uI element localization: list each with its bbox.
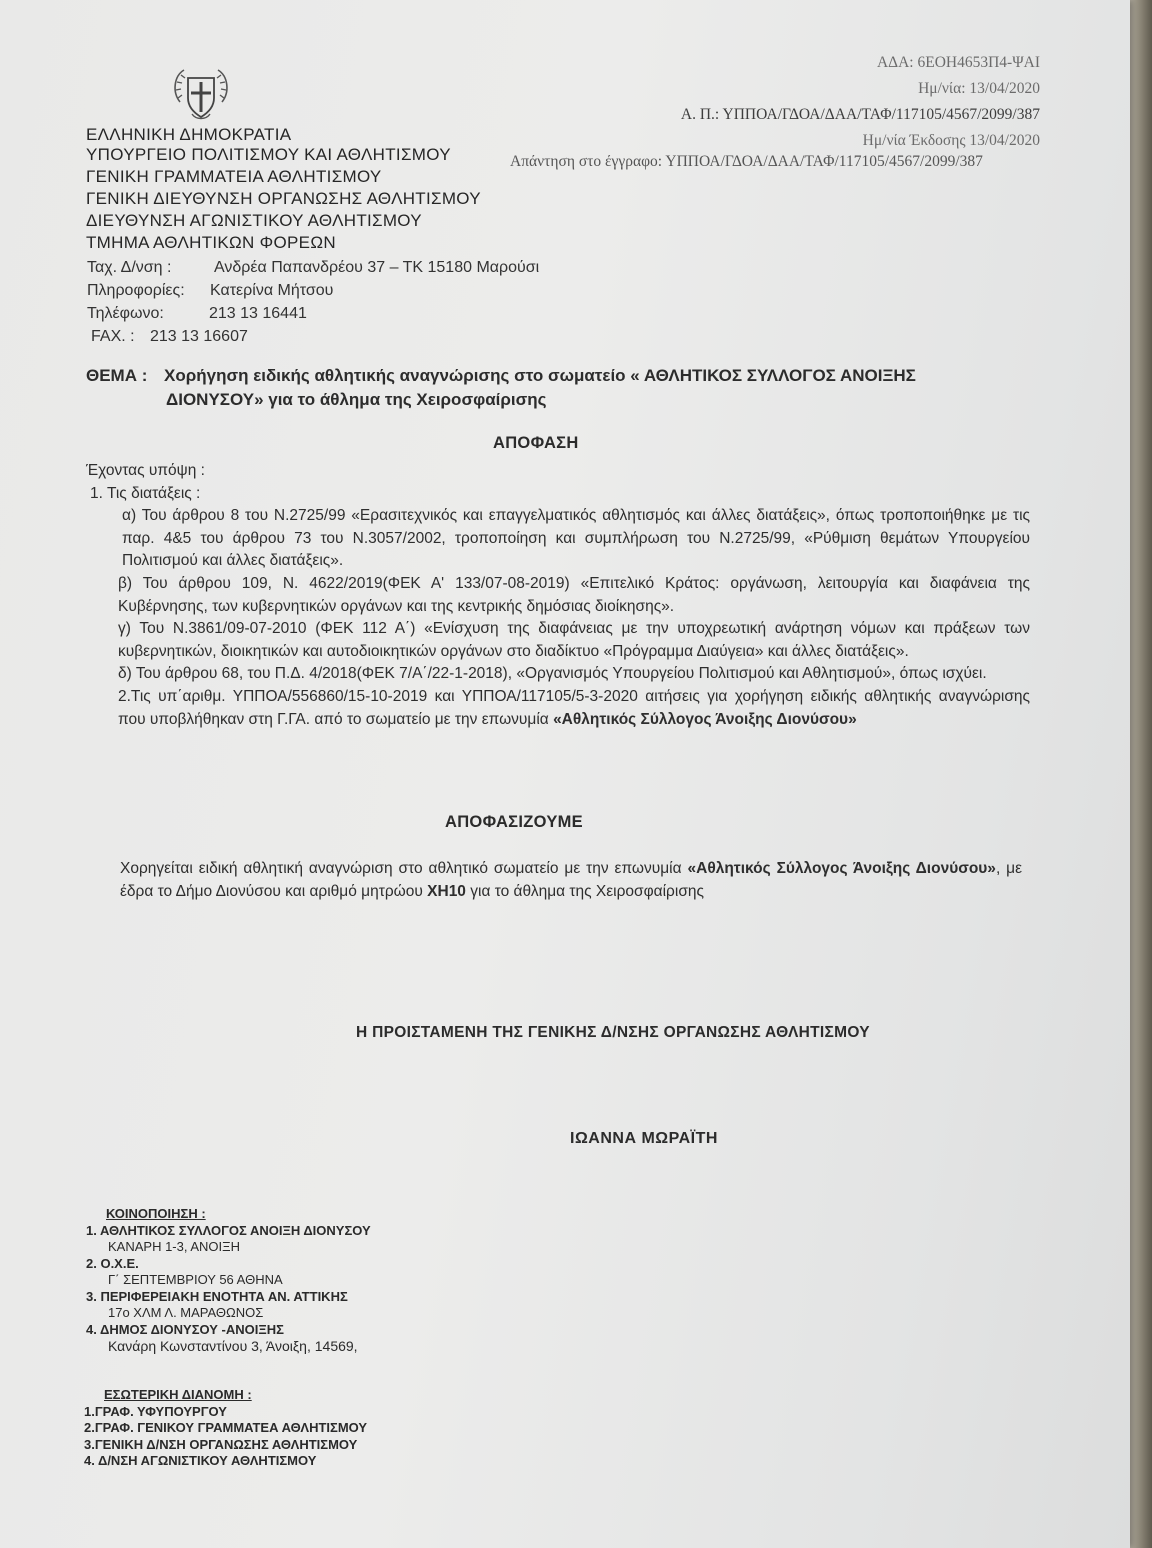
header-line: ΓΕΝΙΚΗ ΓΡΑΜΜΑΤΕΙΑ ΑΘΛΗΤΙΣΜΟΥ — [86, 167, 382, 186]
greek-coat-of-arms-icon — [168, 62, 234, 128]
club-name: «Αθλητικός Σύλλογος Άνοιξης Διονύσου» — [687, 860, 996, 877]
notification-address: ΚΑΝΑΡΗ 1-3, ΑΝΟΙΞΗ — [108, 1239, 240, 1254]
phone-label: Τηλέφωνο: — [87, 305, 164, 322]
recital-item-2 — [86, 686, 1030, 731]
notification-item: 3. ΠΕΡΙΦΕΡΕΙΑΚΗ ΕΝΟΤΗΤΑ ΑΝ. ΑΤΤΙΚΗΣ — [86, 1288, 348, 1304]
recitals-intro: Έχοντας υπόψη : — [86, 462, 205, 479]
decision-text-part: , με έδρα το Δήμο Διονύσου και αριθμό μητρώου — [120, 860, 1022, 900]
ada-number: ΑΔΑ: 6ΕΟΗ4653Π4-ΨΑΙ — [876, 54, 1040, 71]
info-label: Πληροφορίες: — [87, 282, 185, 299]
decision-text-part: Χορηγείται ειδική αθλητική αναγνώριση στο αθλητικό σωματείο με την επωνυμία — [120, 860, 688, 877]
recital-subitem: δ) Του άρθρου 68, του Π.Δ. 4/2018(ΦΕΚ 7/Α΄/22-1-2018), «Οργανισμός Υπουργείου Πολιτισμού και Αθλητισμού», όπως ισχύει. — [118, 665, 987, 683]
contact-info — [87, 256, 539, 348]
address-label: Ταχ. Δ/νση : — [87, 259, 172, 276]
subject-line: Χορήγηση ειδικής αθλητικής αναγνώρισης στο σωματείο « ΑΘΛΗΤΙΚΟΣ ΣΥΛΛΟΓΟΣ ΑΝΟΙΞΗΣ — [164, 366, 916, 385]
internal-item: 3.ΓΕΝΙΚΗ Δ/ΝΣΗ ΟΡΓΑΝΩΣΗΣ ΑΘΛΗΤΙΣΜΟΥ — [84, 1436, 358, 1452]
club-name: «Αθλητικός Σύλλογος Άνοιξης Διονύσου» — [553, 710, 857, 728]
info-value: Κατερίνα Μήτσου — [210, 282, 334, 299]
header-line: ΥΠΟΥΡΓΕΙΟ ΠΟΛΙΤΙΣΜΟΥ ΚΑΙ ΑΘΛΗΤΙΣΜΟΥ — [86, 145, 451, 164]
header-line: ΓΕΝΙΚΗ ΔΙΕΥΘΥΝΣΗ ΟΡΓΑΝΩΣΗΣ ΑΘΛΗΤΙΣΜΟΥ — [86, 189, 481, 208]
header-line: ΤΜΗΜΑ ΑΘΛΗΤΙΚΩΝ ΦΟΡΕΩΝ — [86, 233, 336, 252]
internal-distribution — [84, 1387, 367, 1470]
reply-reference: Απάντηση στο έγγραφο: ΥΠΠΟΑ/ΓΔΟΑ/ΔΑΑ/ΤΑΦ/117105/4567/2099/387 — [510, 153, 983, 170]
protocol-number: Α. Π.: ΥΠΠΟΑ/ΓΔΟΑ/ΔΑΑ/ΤΑΦ/117105/4567/2099/387 — [680, 106, 1040, 123]
internal-title: ΕΣΩΤΕΡΙΚΗ ΔΙΑΝΟΜΗ : — [104, 1387, 252, 1402]
notification-title: ΚΟΙΝΟΠΟΙΗΣΗ : — [106, 1206, 206, 1221]
address-value: Ανδρέα Παπανδρέου 37 – ΤΚ 15180 Μαρούσι — [214, 259, 540, 276]
recital-subitem: γ) Του Ν.3861/09-07-2010 (ΦΕΚ 112 Α΄) «Ενίσχυση της διαφάνειας με την υποχρεωτική ανάρτηση νόμων και πράξεων των κυβερνητικών, διοικητικών και αυτοδιοικητικών οργάνων στο διαδίκτυο «Πρόγραμμα Διαύγεια» και άλλες διατάξεις». — [118, 620, 1030, 660]
issue-date: Ημ/νία Έκδοσης 13/04/2020 — [862, 132, 1040, 149]
registry-number: ΧΗ10 — [427, 882, 466, 900]
decision-text-part: για το άθλημα της Χειροσφαίρισης — [465, 882, 704, 900]
subject-line: ΔΙΟΝΥΣΟΥ» για το άθλημα της Χειροσφαίρισης — [166, 390, 547, 409]
recitals — [86, 460, 1030, 731]
internal-item: 1.ΓΡΑΦ. ΥΦΥΠΟΥΡΓΟΥ — [84, 1403, 227, 1419]
notification-item: 4. ΔΗΜΟΣ ΔΙΟΝΥΣΟΥ -ΑΝΟΙΞΗΣ — [86, 1321, 284, 1337]
recital-item-2-text: 2.Τις υπ΄αριθμ. ΥΠΠΟΑ/556860/15-10-2019 και ΥΠΠΟΑ/117105/5-3-2020 αιτήσεις για χορήγηση ειδικής αθλητικής αναγνώρισης που υποβλήθηκαν στη Γ.ΓΑ. από το σωματείο με την επωνυμία — [118, 687, 1030, 728]
phone-value: 213 13 16441 — [209, 305, 307, 322]
internal-item: 2.ΓΡΑΦ. ΓΕΝΙΚΟΥ ΓΡΑΜΜΑΤΕΑ ΑΘΛΗΤΙΣΜΟΥ — [84, 1420, 368, 1435]
subject — [86, 364, 916, 412]
recital-subitem: β) Του άρθρου 109, Ν. 4622/2019(ΦΕΚ Α' 133/07-08-2019) «Επιτελικό Κράτος: οργάνωση, λειτουργία και διαφάνεια της Κυβέρνησης, των κυβερνητικών οργάνων και της κεντρικής δημόσιας διοίκησης». — [118, 574, 1030, 615]
we-decide-title: ΑΠΟΦΑΣΙΖΟΥΜΕ — [445, 813, 583, 831]
header-line: ΕΛΛΗΝΙΚΗ ΔΗΜΟΚΡΑΤΙΑ — [86, 125, 292, 144]
issuer-header — [86, 123, 481, 255]
subject-label: ΘΕΜΑ : — [86, 366, 148, 385]
notification-address: Γ΄ ΣΕΠΤΕΜΒΡΙΟΥ 56 ΑΘΗΝΑ — [108, 1272, 283, 1287]
notification-address: 17ο ΧΛΜ Λ. ΜΑΡΑΘΩΝΟΣ — [108, 1305, 264, 1320]
decision-text — [120, 858, 1022, 903]
recital-subitem: α) Του άρθρου 8 του Ν.2725/99 «Ερασιτεχνικός και επαγγελματικός αθλητισμός και άλλες διατάξεις», όπως τροποποιήθηκε με τις παρ. 4&5 του άρθρου 73 του Ν.3057/2002, τροποποίηση και συμπλήρωση του Ν.2725/99, «Ρύθμιση θεμάτων Υπουργείου Πολιτισμού και άλλες διατάξεις». — [122, 507, 1030, 570]
notification-item: 1. ΑΘΛΗΤΙΚΟΣ ΣΥΛΛΟΓΟΣ ΑΝΟΙΞΗ ΔΙΟΝΥΣΟΥ — [86, 1222, 371, 1238]
notification-list — [86, 1206, 371, 1355]
signatory-title: Η ΠΡΟΙΣΤΑΜΕΝΗ ΤΗΣ ΓΕΝΙΚΗΣ Δ/ΝΣΗΣ ΟΡΓΑΝΩΣΗΣ ΑΘΛΗΤΙΣΜΟΥ — [356, 1024, 870, 1041]
fax-value: 213 13 16607 — [150, 328, 248, 345]
notification-item: 2. Ο.Χ.Ε. — [86, 1255, 139, 1271]
signatory-name: ΙΩΑΝΝΑ ΜΩΡΑΪΤΗ — [570, 1130, 718, 1147]
document-metadata — [681, 50, 1040, 154]
document-date: Ημ/νία: 13/04/2020 — [918, 80, 1040, 97]
notification-address: Κανάρη Κωνσταντίνου 3, Άνοιξη, 14569, — [108, 1338, 358, 1354]
recital-item: 1. Τις διατάξεις : — [90, 484, 201, 502]
decision-title: ΑΠΟΦΑΣΗ — [493, 434, 579, 452]
fax-label: FAX. : — [91, 328, 135, 345]
internal-item: 4. Δ/ΝΣΗ ΑΓΩΝΙΣΤΙΚΟΥ ΑΘΛΗΤΙΣΜΟΥ — [84, 1453, 317, 1468]
header-line: ΔΙΕΥΘΥΝΣΗ ΑΓΩΝΙΣΤΙΚΟΥ ΑΘΛΗΤΙΣΜΟΥ — [86, 211, 422, 230]
